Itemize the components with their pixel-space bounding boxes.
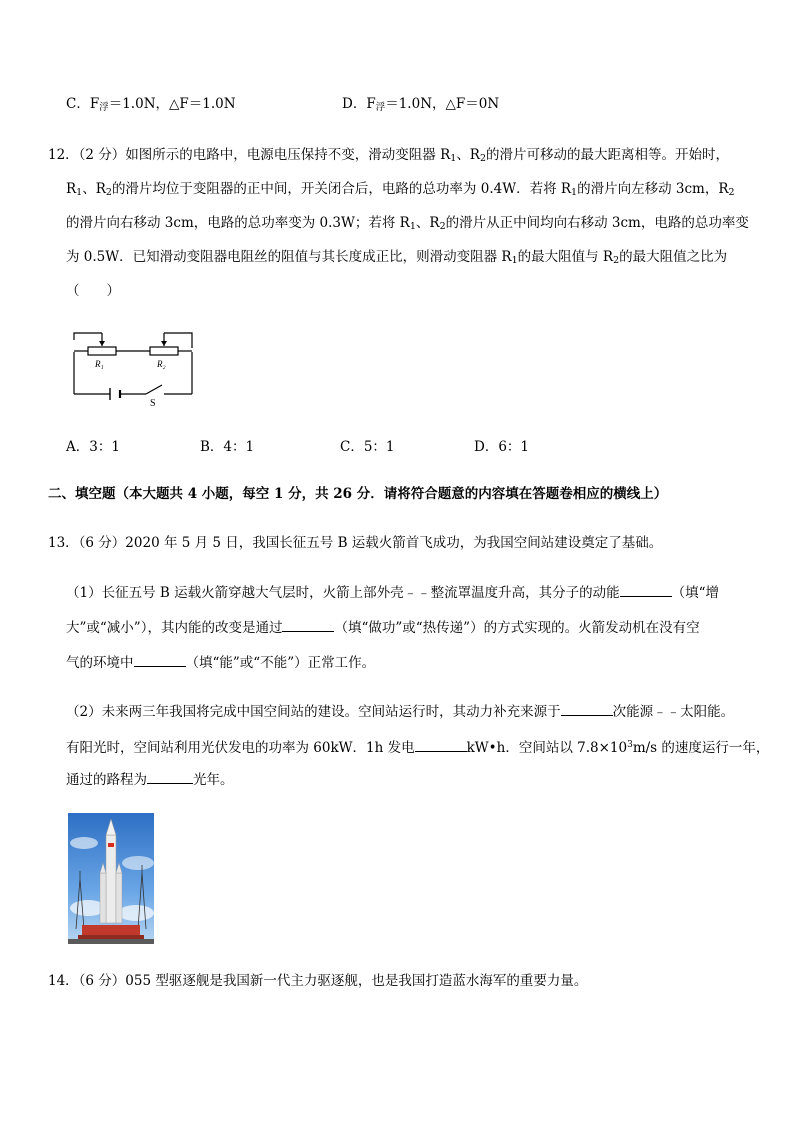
- q11-option-d: D．$F_浮=1.0N$，△F＝0N: [342, 96, 500, 113]
- q13-part2-line-2: 有阳光时，空间站利用光伏发电的功率为 60kW．1h 发电 kW•h．空间站以 $7.8\times 10^3m/s$ 的速度运行一年，: [66, 735, 769, 758]
- answer-blank-4[interactable]: [561, 701, 613, 716]
- q12-option-a: A．3：1: [66, 439, 120, 455]
- q12-answer-bracket: （ ）: [66, 283, 120, 299]
- q12-option-b: B．4：1: [200, 439, 255, 455]
- rocket-photo: [68, 813, 154, 944]
- r2-label: R₂: [157, 359, 166, 369]
- resistor-r2: [150, 347, 178, 355]
- resistor-r1: [88, 347, 116, 355]
- q12-line-3: 的滑片向右移动 3cm，电路的总功率变为 0.3W；若将 $R_1$、$R_2$的滑片从正中间均向右移动 3cm，电路的总功率变: [66, 215, 749, 232]
- q12-line-4: 为 0.5W．已知滑动变阻器电阻丝的阻值与其长度成正比，则滑动变阻器 $R_1$的最大阻值与 $R_2$的最大阻值之比为: [66, 249, 728, 266]
- r1-label: R₁: [95, 359, 104, 369]
- q11-option-c: C．$F_浮=1.0N$，△F＝1.0N: [66, 96, 236, 113]
- answer-blank-2[interactable]: [282, 617, 334, 632]
- answer-blank-5[interactable]: [415, 737, 467, 752]
- q12-line-1: 12．（2 分）如图所示的电路中，电源电压保持不变，滑动变阻器 $R_1$、$R_2$的滑片可移动的最大距离相等。开始时，: [48, 147, 730, 164]
- answer-blank-6[interactable]: [147, 769, 193, 784]
- q13-part1-line-2: 大”或“减小”），其内能的改变是通过 （填“做功”或“热传递”）的方式实现的。火箭发动机在没有空: [66, 617, 700, 638]
- q13-part1-line-3: 气的环境中 （填“能”或“不能”）正常工作。: [66, 652, 375, 673]
- q12-line-2: $R_1$、$R_2$的滑片均位于变阻器的正中间，开关闭合后，电路的总功率为 0.4W．若将 $R_1$的滑片向左移动 3cm，$R_2$: [66, 181, 735, 198]
- switch-label: S: [150, 398, 156, 408]
- circuit-diagram: [70, 328, 200, 408]
- q13-stem: 13．（6 分）2020 年 5 月 5 日，我国长征五号 B 运载火箭首飞成功，为我国空间站建设奠定了基础。: [48, 535, 663, 551]
- q14-stem: 14．（6 分）055 型驱逐舰是我国新一代主力驱逐舰，也是我国打造蓝水海军的重要力量。: [48, 973, 588, 989]
- q12-option-c: C．5：1: [340, 439, 395, 455]
- answer-blank-3[interactable]: [134, 652, 186, 667]
- q13-part2-line-3: 通过的路程为 光年。: [66, 769, 234, 790]
- q12-option-d: D．6：1: [474, 439, 530, 455]
- section-heading-fill-in: 二、填空题（本大题共 4 小题，每空 1 分，共 26 分．请将符合题意的内容填在答题卷相应的横线上）: [48, 486, 668, 502]
- answer-blank-1[interactable]: [620, 582, 672, 597]
- q13-part2-line-1: （2）未来两三年我国将完成中国空间站的建设。空间站运行时，其动力补充来源于 次能源﹣﹣太阳能。: [66, 701, 734, 722]
- q13-part1-line-1: （1）长征五号 B 运载火箭穿越大气层时，火箭上部外壳﹣﹣整流罩温度升高，其分子的动能 （填“增: [66, 582, 719, 603]
